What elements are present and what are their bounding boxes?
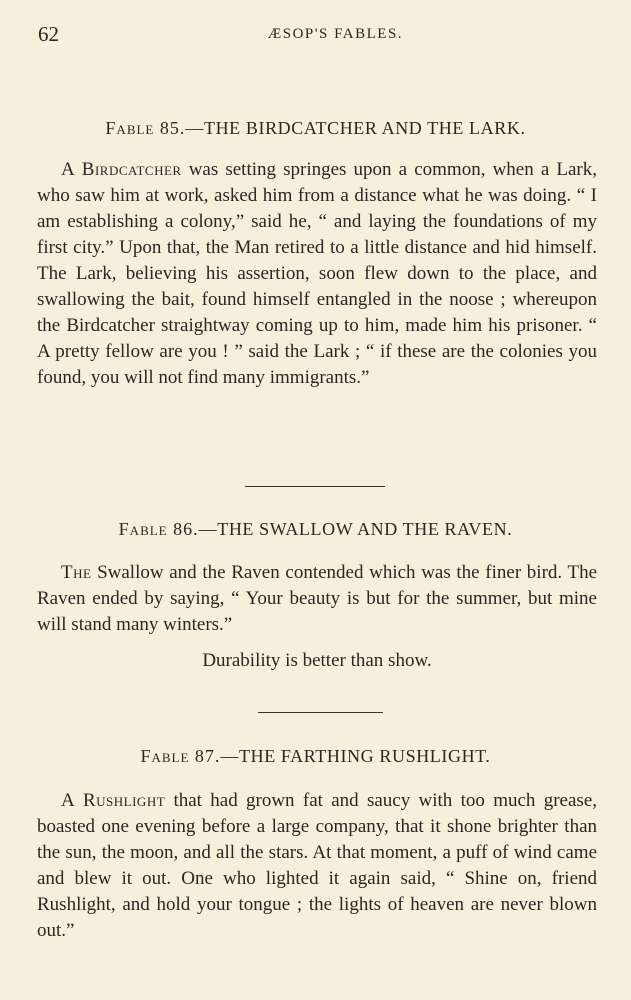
fable-86-label: Fable 86. — [118, 519, 199, 539]
fable-87-heading — [36, 746, 595, 767]
fable-87-lead-word: A Rushlight — [61, 790, 166, 811]
running-head — [38, 22, 593, 48]
section-divider-2 — [258, 712, 383, 713]
running-title: ÆSOP'S FABLES. — [267, 26, 404, 42]
heading-dash: — — [220, 746, 239, 766]
fable-87-label: Fable 87. — [140, 746, 221, 766]
fable-86-text — [37, 560, 597, 638]
fable-85-heading — [36, 118, 595, 139]
heading-dash: — — [185, 118, 204, 138]
fable-85-body: was setting springes upon a common, when a Lark, who saw him at work, asked him from a distance what he was doing. “ I am establishing a colony,” said he, “ and laying the foundations of my first city.” Upon that, the Man retired to a little distance and hid himself. The Lark, believing his assertion, soon flew down to the place, and swallowing the bait, found himself entangled in the noose ; whereupon the Birdcatcher straightway coming up to him, made him his prisoner. “ A pretty fellow are you ! ” said the Lark ; “ if these are the colonies you found, you will not find many immigrants.” — [37, 159, 597, 388]
fable-87-body: that had grown fat and saucy with too much grease, boasted one evening before a large company, that it shone brighter than the sun, the moon, and all the stars. At that moment, a puff of wind came and blew it out. One who lighted it again said, “ Shine on, friend Rushlight, and hold your tongue ; the lights of heaven are never blown out.” — [37, 790, 597, 941]
fable-87-text — [37, 788, 597, 944]
fable-85-paragraph — [37, 157, 597, 391]
fable-85-title: THE BIRDCATCHER AND THE LARK. — [203, 118, 526, 138]
fable-86-heading — [36, 519, 595, 540]
fable-86-body: Swallow and the Raven contended which was the finer bird. The Raven ended by saying, “ Your beauty is but for the summer, but mine will stand many winters.” — [37, 562, 597, 635]
heading-dash: — — [198, 519, 218, 539]
fable-85-label: Fable 85. — [105, 118, 186, 138]
fable-85-lead-word: A Birdcatcher — [61, 159, 182, 180]
page-number: 62 — [38, 22, 59, 46]
fable-86-moral: Durability is better than show. — [202, 650, 432, 671]
fable-87-paragraph — [37, 788, 597, 944]
fable-86-paragraph — [37, 560, 597, 638]
fable-87-title: THE FARTHING RUSHLIGHT. — [239, 746, 491, 766]
fable-85-text — [37, 157, 597, 391]
fable-86-lead-word: The — [61, 562, 92, 583]
fable-86-title: THE SWALLOW AND THE RAVEN. — [217, 519, 513, 539]
section-divider-1 — [245, 486, 385, 487]
